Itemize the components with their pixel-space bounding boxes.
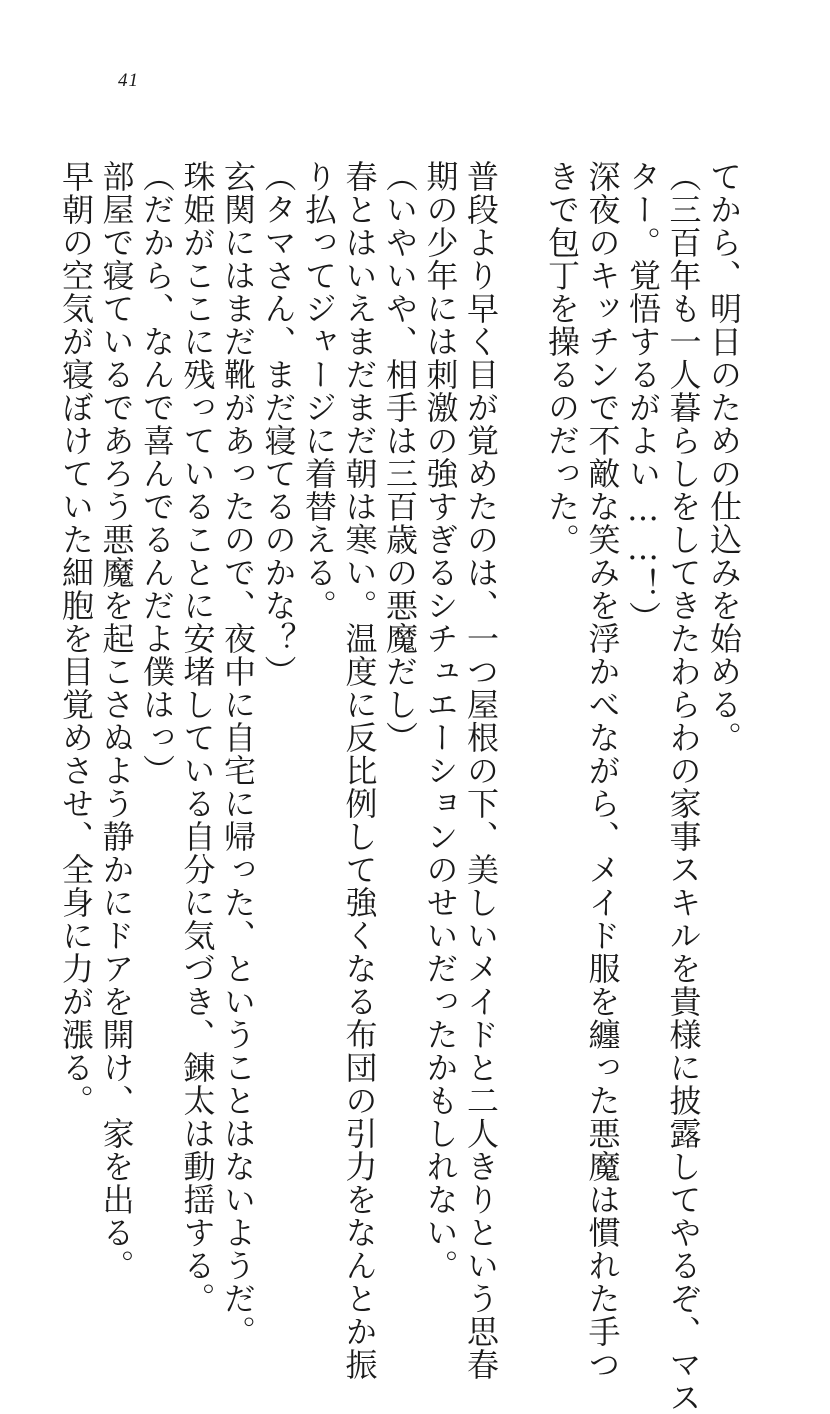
text-line: り払ってジャージに着替える。	[300, 160, 338, 622]
text-line: 早朝の空気が寝ぼけていた細胞を目覚めさせ、全身に力が漲る。	[57, 160, 95, 1117]
blank-line	[501, 160, 542, 1090]
text-line: 普段より早く目が覚めたのは、一つ屋根の下、美しいメイドと二人きりという思春	[462, 160, 500, 1381]
text-line: 期の少年には刺激の強すぎるシチュエーションのせいだったかもしれない。	[421, 160, 460, 1282]
text-line: （タマさん、まだ寝てるのかな？）	[259, 160, 298, 688]
text-line: 珠姫がここに残っていることに安堵している自分に気づき、錬太は動揺する。	[178, 160, 217, 1315]
text-line: （いやいや、相手は三百歳の悪魔だし）	[381, 160, 419, 754]
text-line: 深夜のキッチンで不敵な笑みを浮かべながら、メイド服を纏った悪魔は慣れた手つ	[583, 160, 622, 1381]
text-line: きで包丁を操るのだった。	[543, 160, 581, 556]
text-line: 部屋で寝ているであろう悪魔を起こさぬよう静かにドアを開け、家を出る。	[97, 160, 136, 1282]
page-number: 41	[118, 70, 139, 91]
text-line: 春とはいえまだまだ朝は寒い。温度に反比例して強くなる布団の引力をなんとか振	[340, 160, 379, 1381]
text-line: （だから、なんで喜んでるんだよ僕はっ）	[138, 160, 176, 787]
text-line: てから、明日のための仕込みを始める。	[705, 160, 743, 754]
text-line: ター。覚悟するがよい……！）	[624, 160, 662, 634]
vertical-text-body	[56, 160, 745, 1414]
text-line: （三百年も一人暮らしをしてきたわらわの家事スキルを貴様に披露してやるぞ、マス	[664, 160, 703, 1414]
text-line: 玄関にはまだ靴があったので、夜中に自宅に帰った、ということはないようだ。	[219, 160, 257, 1348]
